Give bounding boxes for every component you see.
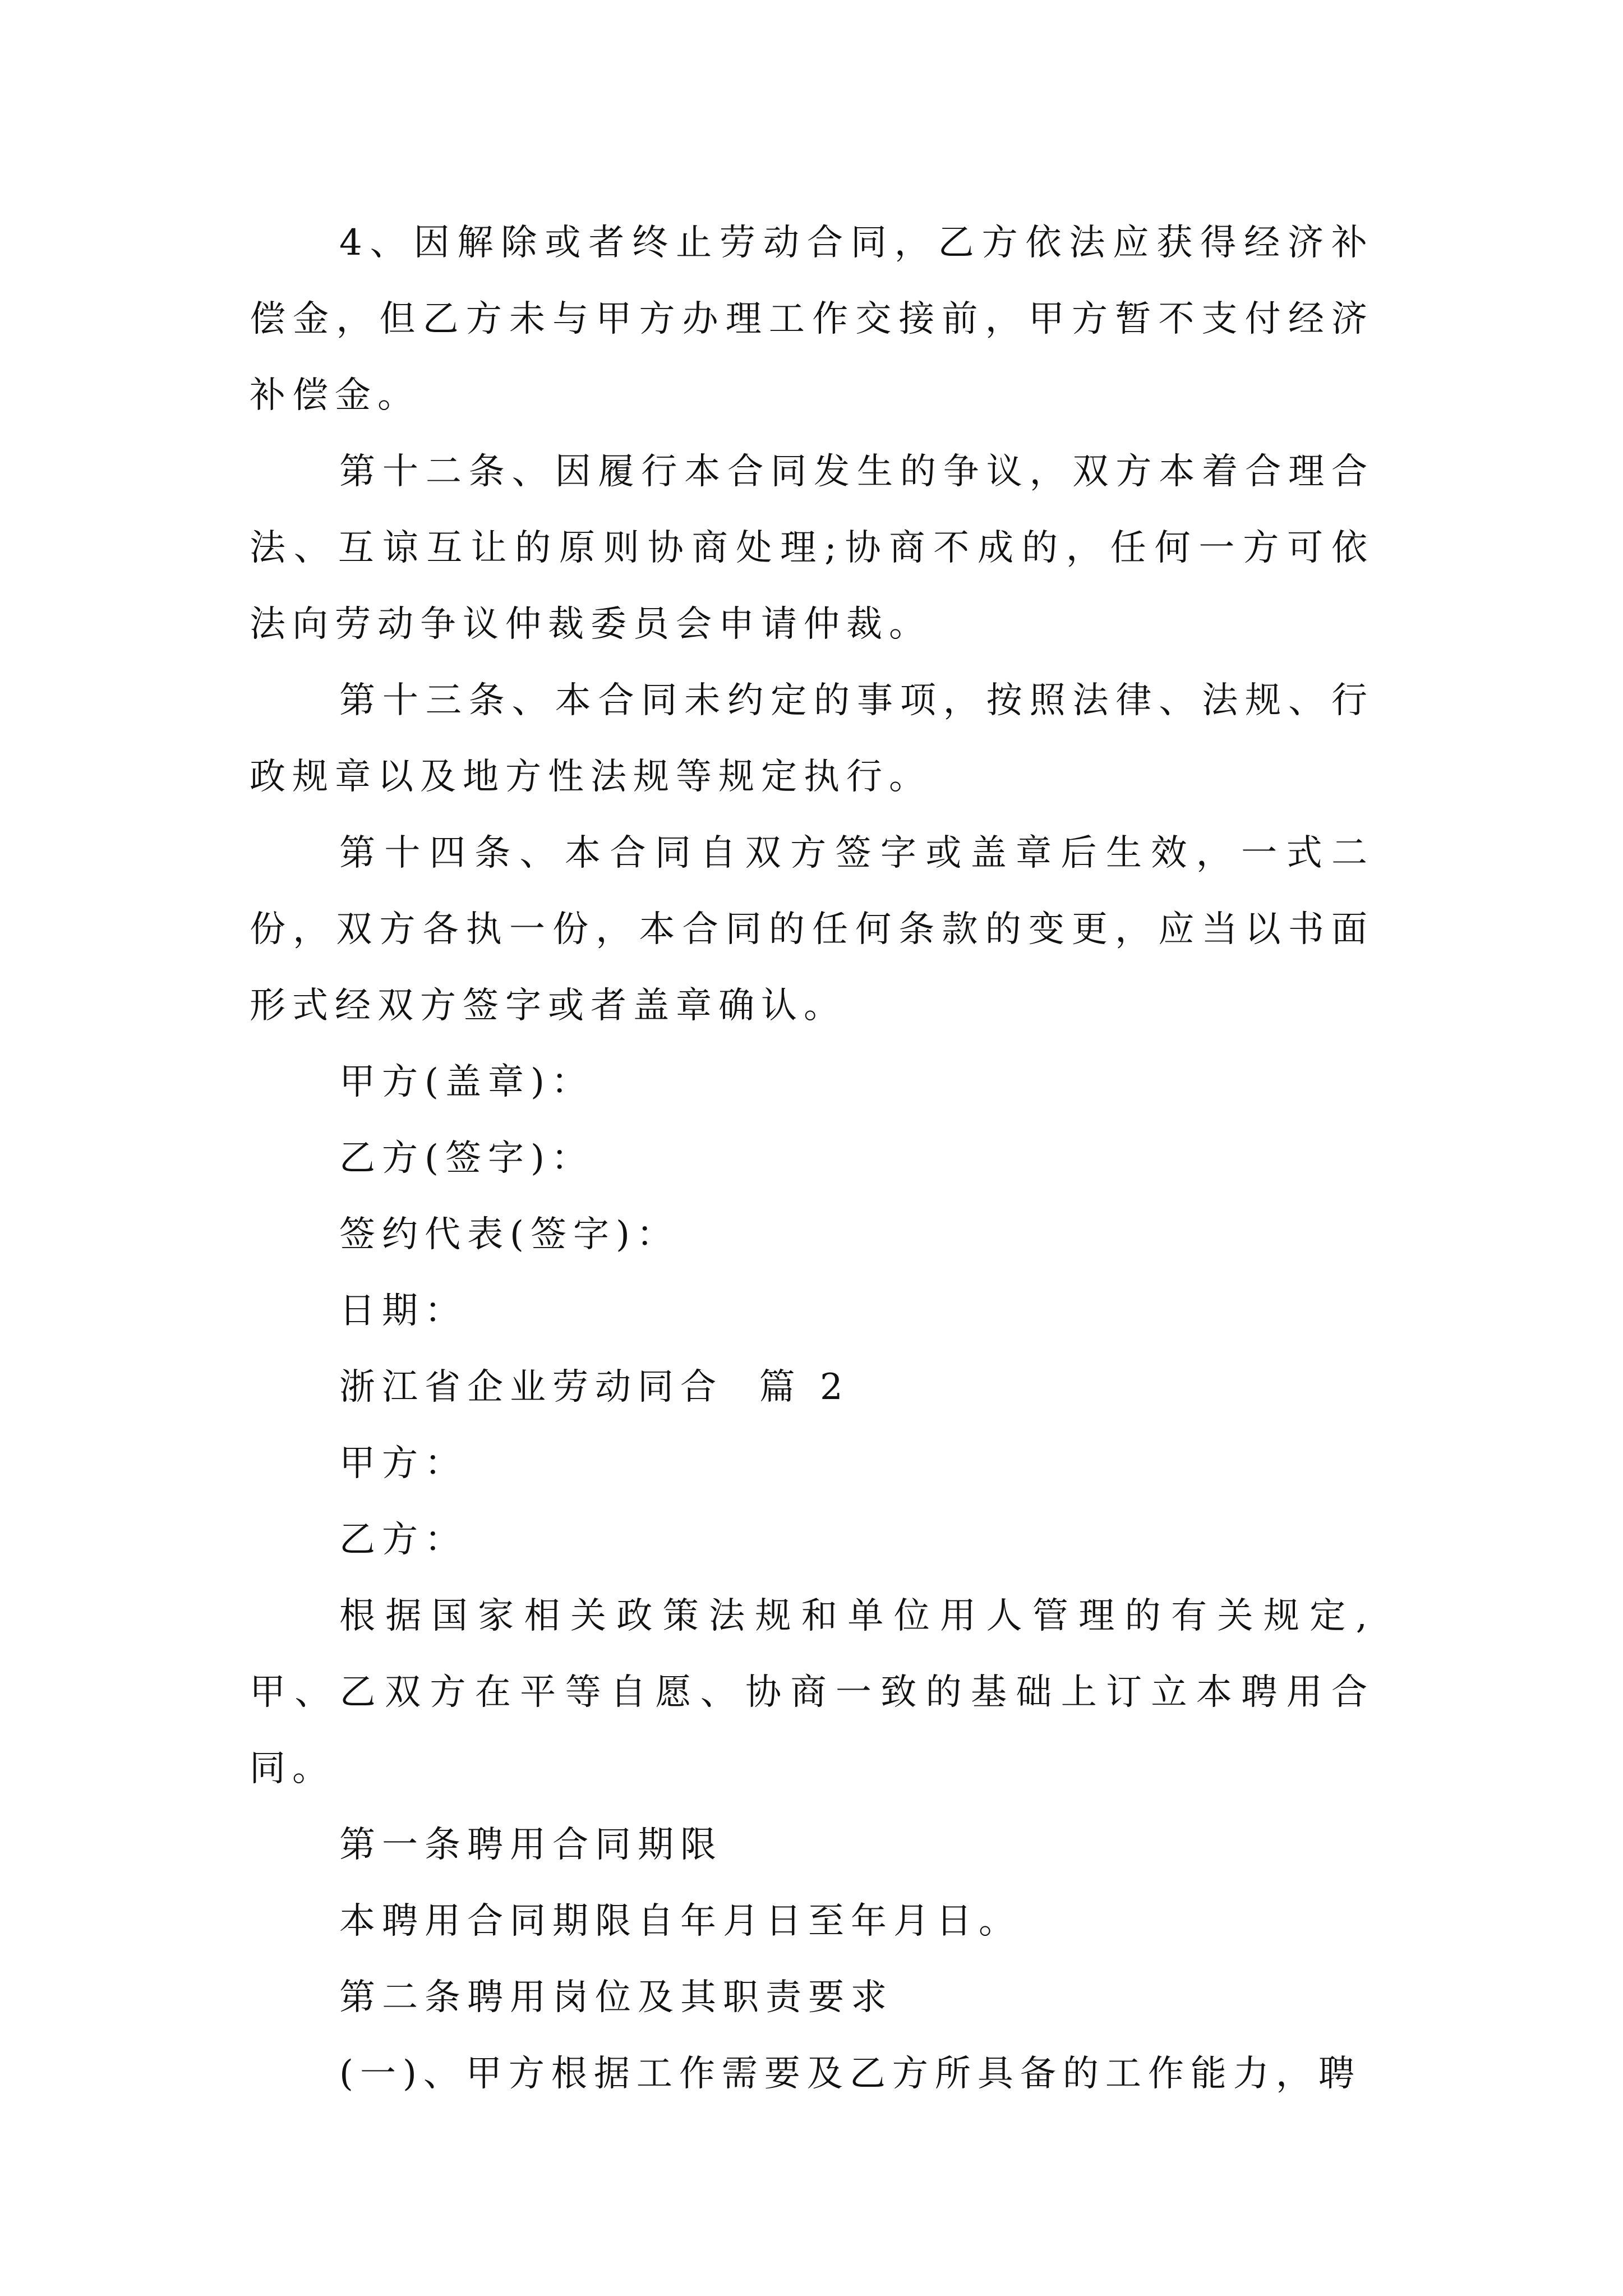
clause-1-title: 第一条聘用合同期限 [339,1824,723,1866]
document-body [250,205,1374,2112]
clause-2-title: 第二条聘用岗位及其职责要求 [339,1977,893,2018]
signature-party-b: 乙方(签字)： [339,1138,594,1179]
intro-paragraph: 根据国家相关政策法规和单位用人管理的有关规定,甲、乙双方在平等自愿、协商一致的基础上订立本聘用合同。 [250,1595,1374,1789]
signature-party-a: 甲方(盖章)： [339,1061,594,1103]
party-b-line: 乙方： [339,1519,467,1561]
section-title: 浙江省企业劳动同合 篇 2 [339,1366,850,1408]
paragraph-article-13: 第十三条、本合同未约定的事项，按照法律、法规、行政规章以及地方性法规等规定执行。 [250,680,1374,798]
party-a-line: 甲方： [339,1443,467,1484]
paragraph-compensation: 4、因解除或者终止劳动合同，乙方依法应获得经济补偿金，但乙方未与甲方办理工作交接前，甲方暂不支付经济补偿金。 [250,222,1374,416]
paragraph-article-12: 第十二条、因履行本合同发生的争议，双方本着合理合法、互谅互让的原则协商处理;协商不成的，任何一方可依法向劳动争议仲裁委员会申请仲裁。 [250,451,1374,645]
clause-2-item-1: (一)、甲方根据工作需要及乙方所具备的工作能力，聘 [339,2053,1361,2095]
clause-1-body: 本聘用合同期限自年月日至年月日。 [339,1901,1021,1942]
signature-representative: 签约代表(签字)： [339,1214,679,1255]
paragraph-article-14: 第十四条、本合同自双方签字或盖章后生效，一式二份，双方各执一份，本合同的任何条款的变更，应当以书面形式经双方签字或者盖章确认。 [250,832,1374,1027]
signature-date: 日期： [339,1290,467,1332]
